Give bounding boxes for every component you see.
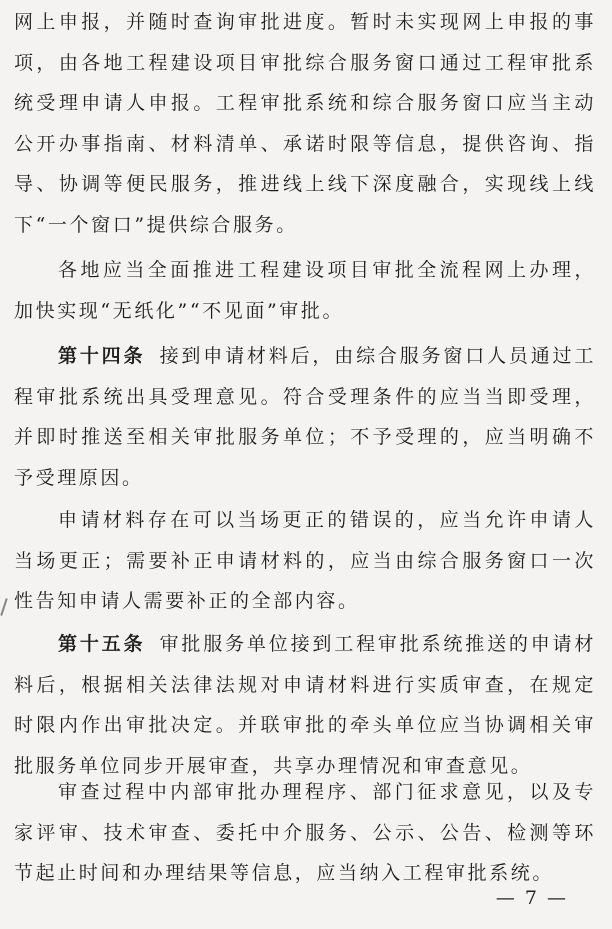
article-15-heading: 第十五条 [58,633,146,655]
article-15 [14,624,596,786]
paragraph-correction [14,500,596,622]
article-14-heading: 第十四条 [58,345,146,367]
article-14-text: 接到申请材料后，由综合服务窗口人员通过工程审批系统出具受理意见。符合受理条件的应当当即受理，并即时推送至相关审批服务单位；不予受理的，应当明确不予受理原因。 [14,345,596,489]
paragraph-online-declaration [14,2,596,245]
article-15-text: 审批服务单位接到工程审批系统推送的申请材料后，根据相关法律法规对申请材料进行实质审查，在规定时限内作出审批决定。并联审批的牵头单位应当协调相关审批服务单位同步开展审查，共享办理情况和审查意见。 [14,633,596,777]
page-number: — 7 — [495,887,568,909]
paragraph-text: 申请材料存在可以当场更正的错误的，应当允许申请人当场更正；需要补正申请材料的，应当由综合服务窗口一次性告知申请人需要补正的全部内容。 [14,509,596,612]
paragraph-text: 网上申报，并随时查询审批进度。暂时未实现网上申报的事项，由各地工程建设项目审批综合服务窗口通过工程审批系统受理申请人申报。工程审批系统和综合服务窗口应当主动公开办事指南、材料清单、承诺时限等信息，提供咨询、指导、协调等便民服务，推进线上线下深度融合，实现线上线下“一个窗口”提供综合服务。 [14,11,596,236]
paragraph-text: 各地应当全面推进工程建设项目审批全流程网上办理，加快实现“无纸化”“不见面”审批。 [14,259,596,322]
paragraph-review-process [14,772,596,894]
scan-mark [0,598,7,616]
paragraph-text: 审查过程中内部审批办理程序、部门征求意见，以及专家评审、技术审查、委托中介服务、公示、公告、检测等环节起止时间和办理结果等信息，应当纳入工程审批系统。 [14,781,596,884]
article-14 [14,336,596,498]
paragraph-paperless-approval [14,250,596,331]
